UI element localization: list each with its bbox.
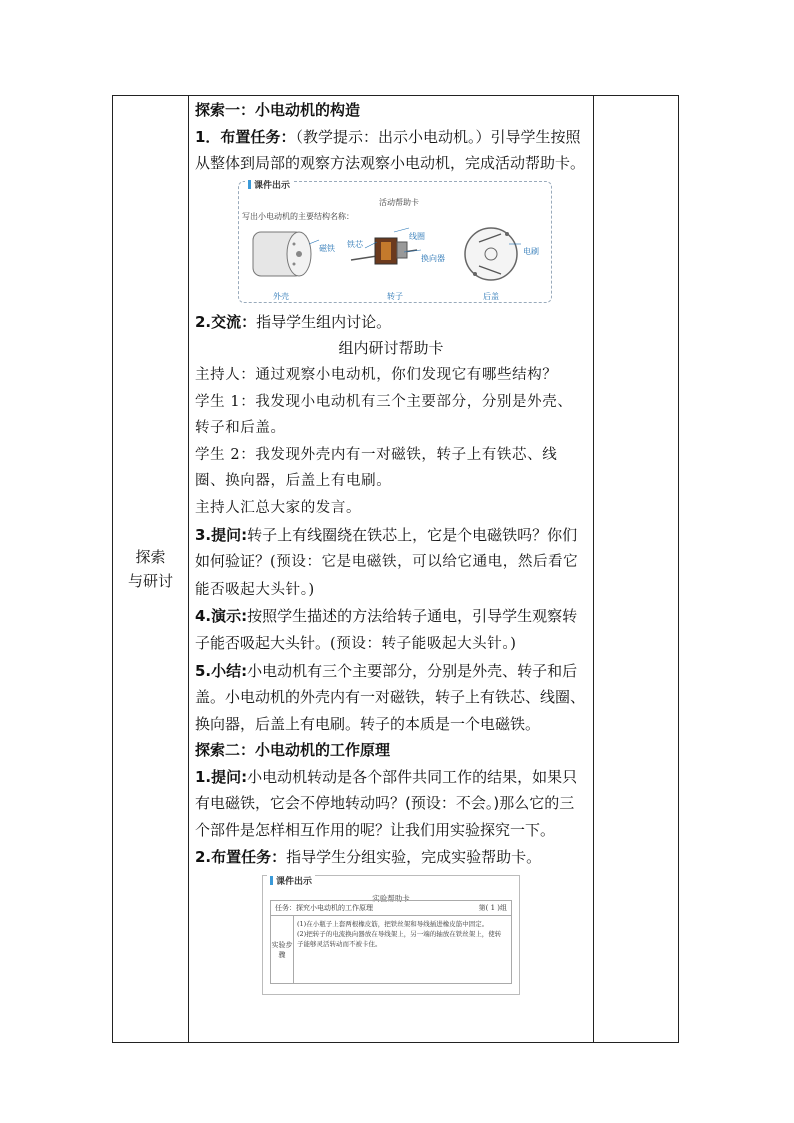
dialogue-line: 主持人：通过观察小电动机，你们发现它有哪些结构？ <box>195 366 558 383</box>
discussion-card-title: 组内研讨帮助卡 <box>338 339 444 358</box>
section2-question1: 1.提问:小电动机转动是各个部件共同工作的结果，如果只有电磁铁，它会不停地转动吗？(预设：不会。)那么它的三个部件是怎样相互作用的呢？让我们用实验探究一下。 <box>195 767 578 840</box>
content-cell <box>189 96 594 1043</box>
dialogue-line: 学生 1：我发现小电动机有三个主要部分，分别是外壳、转子和后盖。 <box>195 393 573 437</box>
label-magnet: 磁铁 <box>319 243 335 253</box>
activity-help-card-figure <box>238 181 552 303</box>
lesson-table <box>112 95 679 1043</box>
label-brush: 电刷 <box>523 246 539 256</box>
figure-tab: 课件出示 <box>245 173 293 200</box>
section1-title: 探索一：小电动机的构造 <box>195 101 361 119</box>
experiment-steps-label: 实验步骤 <box>271 916 294 983</box>
section1-question3: 3.提问:转子上有线圈绕在铁芯上，它是个电磁铁吗？你们如何验证？(预设：它是电磁铁，可以给它通电，然后看它能否吸起大头针。) <box>195 525 579 598</box>
motor-shell-drawing <box>253 232 319 276</box>
section1-task: 1．布置任务：（教学提示：出示小电动机。）引导学生按照从整体到局部的观察方法观察小电动机，完成活动帮助卡。 <box>195 127 586 173</box>
figure-tab: 课件出示 <box>267 869 315 896</box>
section2-title: 探索二：小电动机的工作原理 <box>195 741 391 760</box>
experiment-task-row: 任务：探究小电动机的工作原理 第( 1 )组 <box>271 901 511 916</box>
figure-title: 活动帮助卡 <box>379 197 419 207</box>
section-label: 探索 与研讨 <box>127 548 173 590</box>
dialogue-line: 学生 2：我发现外壳内有一对磁铁，转子上有铁芯、线圈、换向器，后盖上有电刷。 <box>195 446 558 490</box>
section2-task: 2.布置任务：指导学生分组实验，完成实验帮助卡。 <box>195 847 542 866</box>
label-shell: 外壳 <box>273 291 289 301</box>
section1-demo4: 4.演示:按照学生描述的方法给转子通电，引导学生观察转子能否吸起大头针。(预设：转子能吸起大头针。) <box>195 607 578 652</box>
section1-exchange: 2.交流：指导学生组内讨论。 <box>195 312 392 331</box>
label-core: 铁芯 <box>347 239 363 249</box>
label-commutator: 换向器 <box>421 253 445 263</box>
figure-prompt: 写出小电动机的主要结构名称： <box>242 211 354 221</box>
section1-summary5: 5.小结:小电动机有三个主要部分，分别是外壳、转子和后盖。小电动机的外壳内有一对磁铁，转子上有铁芯、线圈、换向器，后盖上有电刷。转子的本质是一个电磁铁。 <box>195 661 586 733</box>
experiment-card-table <box>270 900 512 984</box>
label-rotor: 转子 <box>387 291 403 301</box>
section-label-cell <box>113 96 189 1043</box>
notes-cell <box>594 96 679 1043</box>
experiment-card-title: 实验帮助卡 <box>372 894 410 904</box>
dialogue-line: 主持人汇总大家的发言。 <box>195 499 362 516</box>
experiment-help-card-figure <box>262 875 520 995</box>
motor-cover-drawing <box>465 228 521 280</box>
experiment-steps: (1)在小瓶子上套两根橡皮筋，把铁丝架和导线插进橡皮筋中固定。 (2)把转子的电流换向器放在导线架上，另一端的轴放在铁丝架上，使转子能够灵活转动而不被卡住。 <box>297 920 502 949</box>
label-cover: 后盖 <box>483 291 499 301</box>
label-coil: 线圈 <box>409 231 425 241</box>
